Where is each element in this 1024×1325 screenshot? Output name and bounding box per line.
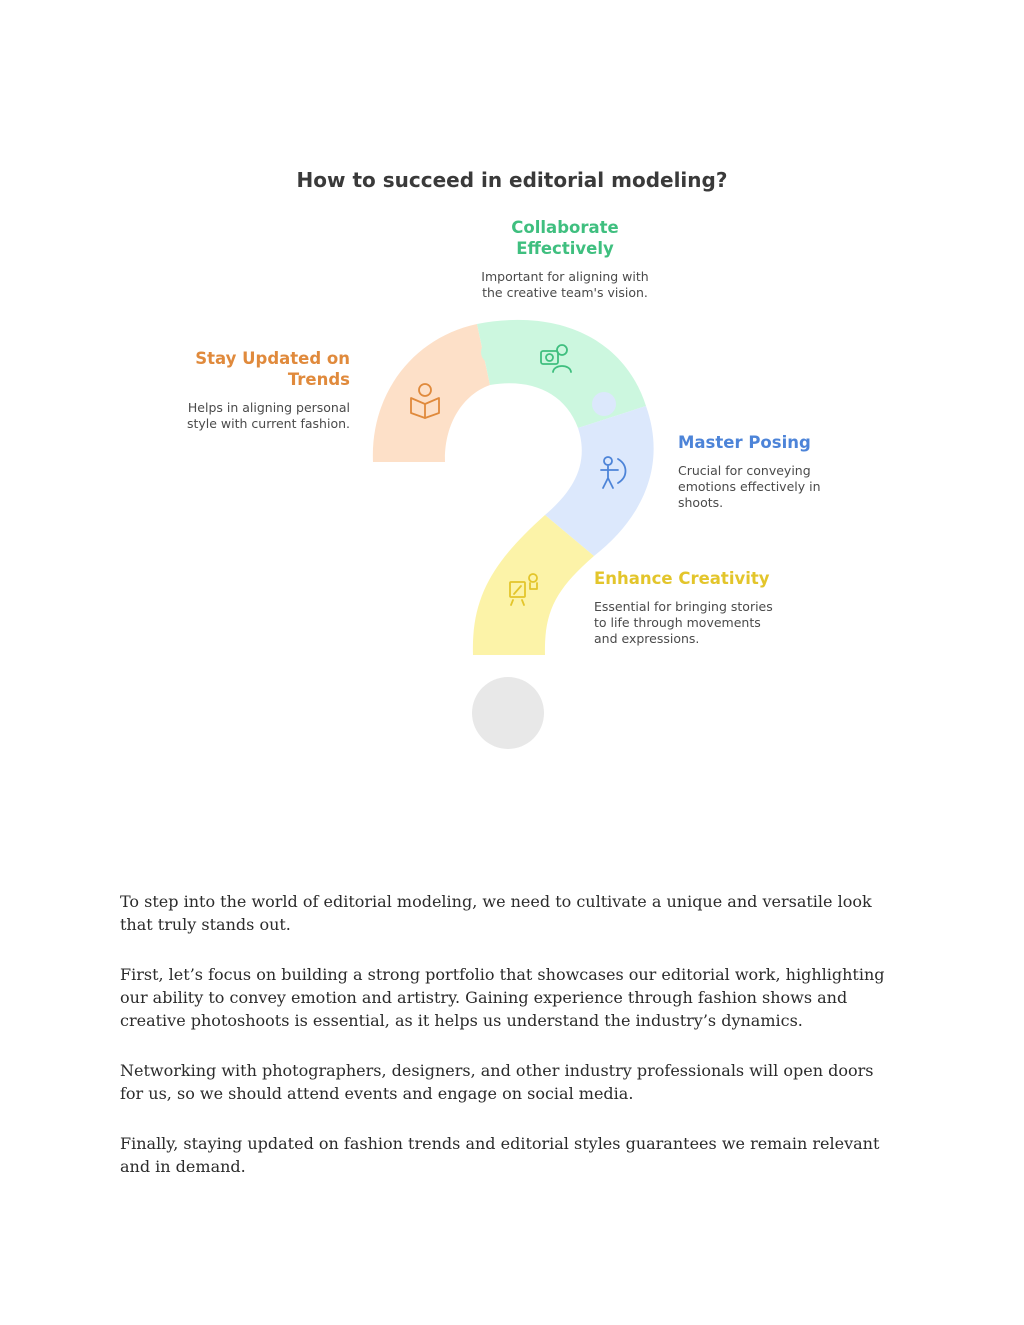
creativity-description-line: and expressions. <box>594 631 700 646</box>
creativity-description-line: Essential for bringing stories <box>594 599 773 614</box>
collaborate-heading <box>460 217 670 259</box>
trends-description <box>160 400 350 432</box>
trends-description-line: style with current fashion. <box>186 416 350 431</box>
paragraph: Networking with photographers, designers, and other industry professionals will open doors for us, so we should attend events and engage on social media. <box>120 1061 874 1103</box>
trends-heading-line: Stay Updated on <box>195 349 350 368</box>
posing-description-line: emotions effectively in <box>678 479 821 494</box>
collaborate-description-line: Important for aligning with <box>481 269 649 284</box>
trends-heading <box>160 348 350 390</box>
collaborate-heading-line: Collaborate <box>511 218 619 237</box>
creativity-description-line: to life through movements <box>594 615 761 630</box>
paragraph: First, let’s focus on building a strong portfolio that showcases our editorial work, highlighting our ability to convey emotion and artistry. Gaining experience through fashion shows and creative photoshoots is essential, as it helps us understand the industry’s dynamics. <box>120 965 885 1030</box>
collaborate-label <box>460 217 670 301</box>
trends-heading-line: Trends <box>287 370 350 389</box>
creativity-heading-line: Enhance Creativity <box>594 569 770 588</box>
question-mark-dot <box>472 677 544 749</box>
trends-label <box>160 348 350 432</box>
posing-description-line: shoots. <box>678 495 724 510</box>
posing-description-line: Crucial for conveying <box>678 463 811 478</box>
creativity-description <box>594 599 794 647</box>
diagram-title: How to succeed in editorial modeling? <box>296 168 728 192</box>
posing-heading <box>678 432 848 453</box>
collaborate-heading-line: Effectively <box>516 239 614 258</box>
creativity-label <box>594 568 794 647</box>
trends-description-line: Helps in aligning personal <box>187 400 350 415</box>
paragraph: Finally, staying updated on fashion trends and editorial styles guarantees we remain relevant and in demand. <box>120 1134 880 1176</box>
collaborate-description-line: the creative team's vision. <box>482 285 648 300</box>
posing-description <box>678 463 848 511</box>
paragraph: To step into the world of editorial modeling, we need to cultivate a unique and versatile look that truly stands out. <box>120 892 872 934</box>
posing-label <box>678 432 848 511</box>
trends-segment <box>373 324 490 462</box>
article-body <box>120 890 900 1205</box>
collaborate-description <box>460 269 670 301</box>
collab-puzzle-knob <box>592 392 616 416</box>
posing-heading-line: Master Posing <box>678 433 811 452</box>
creativity-heading <box>594 568 794 589</box>
collaborate-segment <box>477 320 646 428</box>
